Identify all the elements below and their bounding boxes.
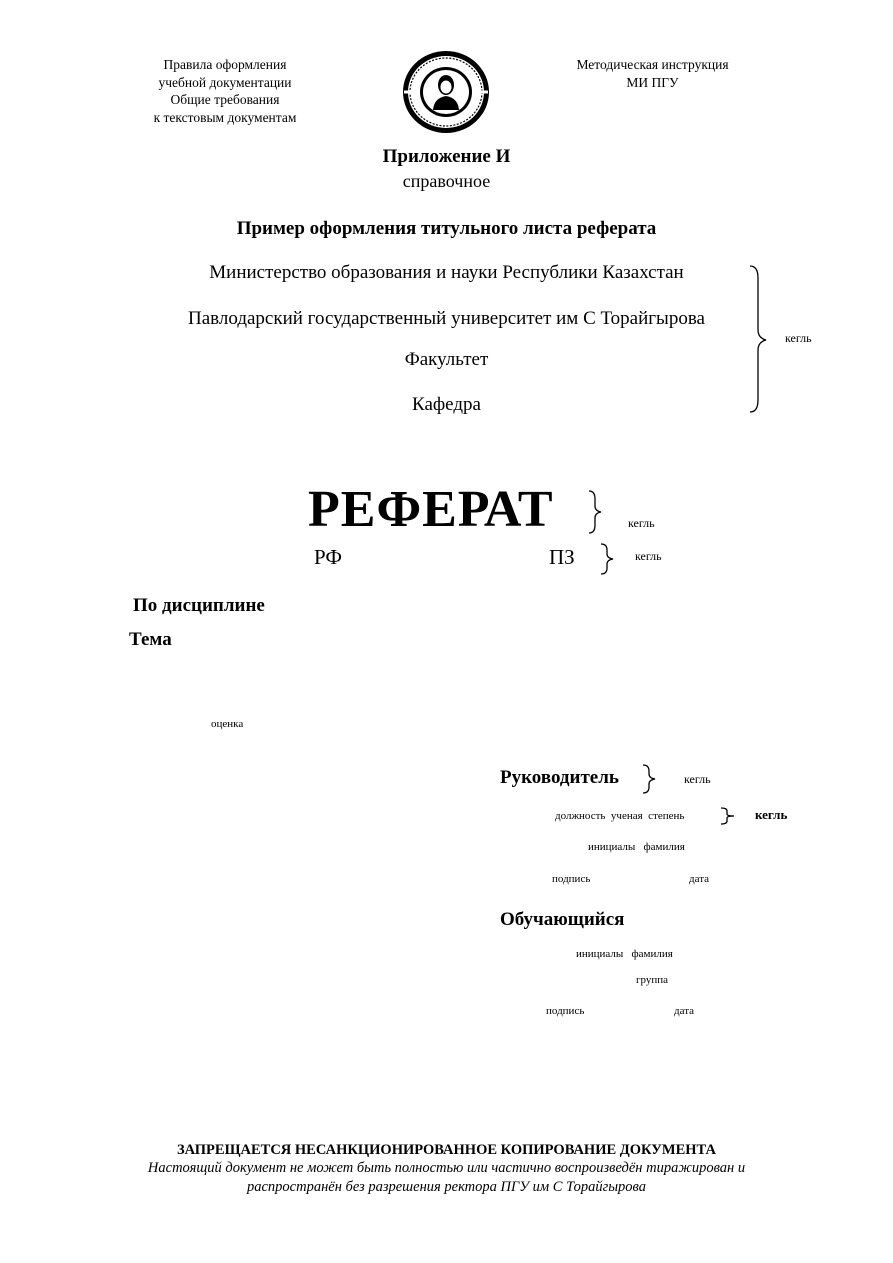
- department-label: Кафедра: [412, 394, 481, 415]
- student-name: инициалы фамилия: [576, 948, 673, 960]
- document-title: РЕФЕРАТ: [308, 481, 554, 538]
- university-seal-logo: [400, 48, 492, 136]
- copy-notice-line2: распространён без разрешения ректора ПГУ им С Торайгырова: [246, 1179, 646, 1195]
- supervisor-details-brace: [718, 806, 738, 826]
- supervisor-signature: подпись: [552, 873, 591, 885]
- header-left-line: учебной документации: [158, 74, 292, 90]
- supervisor-label: Руководитель: [500, 767, 619, 788]
- header-left-line: Общие требования: [170, 92, 280, 107]
- header-left-line: к текстовым документам: [153, 109, 297, 125]
- title-size-brace: [585, 489, 605, 535]
- topic-label: Тема: [129, 629, 172, 650]
- student-group: группа: [636, 974, 669, 986]
- supervisor-size-note: кегль: [684, 772, 711, 786]
- org-size-note: кегль: [785, 331, 812, 345]
- university-name: Павлодарский государственный университет им С Торайгырова: [188, 308, 705, 329]
- header-left-block: [130, 56, 320, 126]
- supervisor-size-brace: [640, 763, 658, 795]
- code-size-brace: [597, 542, 617, 576]
- header-right-line: Методическая инструкция: [576, 57, 729, 72]
- header-left-line: Правила оформления: [163, 57, 287, 72]
- code-right: ПЗ: [549, 545, 575, 569]
- header-right-block: [560, 56, 745, 91]
- student-date: дата: [674, 1005, 695, 1017]
- student-label: Обучающийся: [500, 909, 625, 930]
- student-signature: подпись: [546, 1005, 585, 1017]
- copy-warning: ЗАПРЕЩАЕТСЯ НЕСАНКЦИОНИРОВАННОЕ КОПИРОВАНИЕ ДОКУМЕНТА: [177, 1142, 716, 1158]
- grade-label: оценка: [211, 718, 244, 730]
- header-right-line: МИ ПГУ: [626, 74, 679, 90]
- discipline-label: По дисциплине: [133, 595, 265, 616]
- appendix-title: Приложение И: [382, 146, 511, 167]
- title-size-note: кегль: [628, 516, 655, 530]
- code-size-note: кегль: [635, 549, 662, 563]
- code-left: РФ: [314, 545, 342, 569]
- org-size-brace: [745, 264, 769, 414]
- appendix-type: справочное: [402, 171, 491, 191]
- supervisor-date: дата: [689, 873, 710, 885]
- copy-notice-line1: Настоящий документ не может быть полностью или частично воспроизведён тиражирован и: [147, 1160, 746, 1176]
- supervisor-position: должность ученая степень: [555, 810, 685, 822]
- ministry-name: Министерство образования и науки Республики Казахстан: [209, 262, 684, 283]
- faculty-label: Факультет: [404, 349, 489, 370]
- sample-title: Пример оформления титульного листа реферата: [236, 218, 657, 239]
- supervisor-name: инициалы фамилия: [588, 841, 685, 853]
- supervisor-details-size-note: кегль: [755, 807, 788, 822]
